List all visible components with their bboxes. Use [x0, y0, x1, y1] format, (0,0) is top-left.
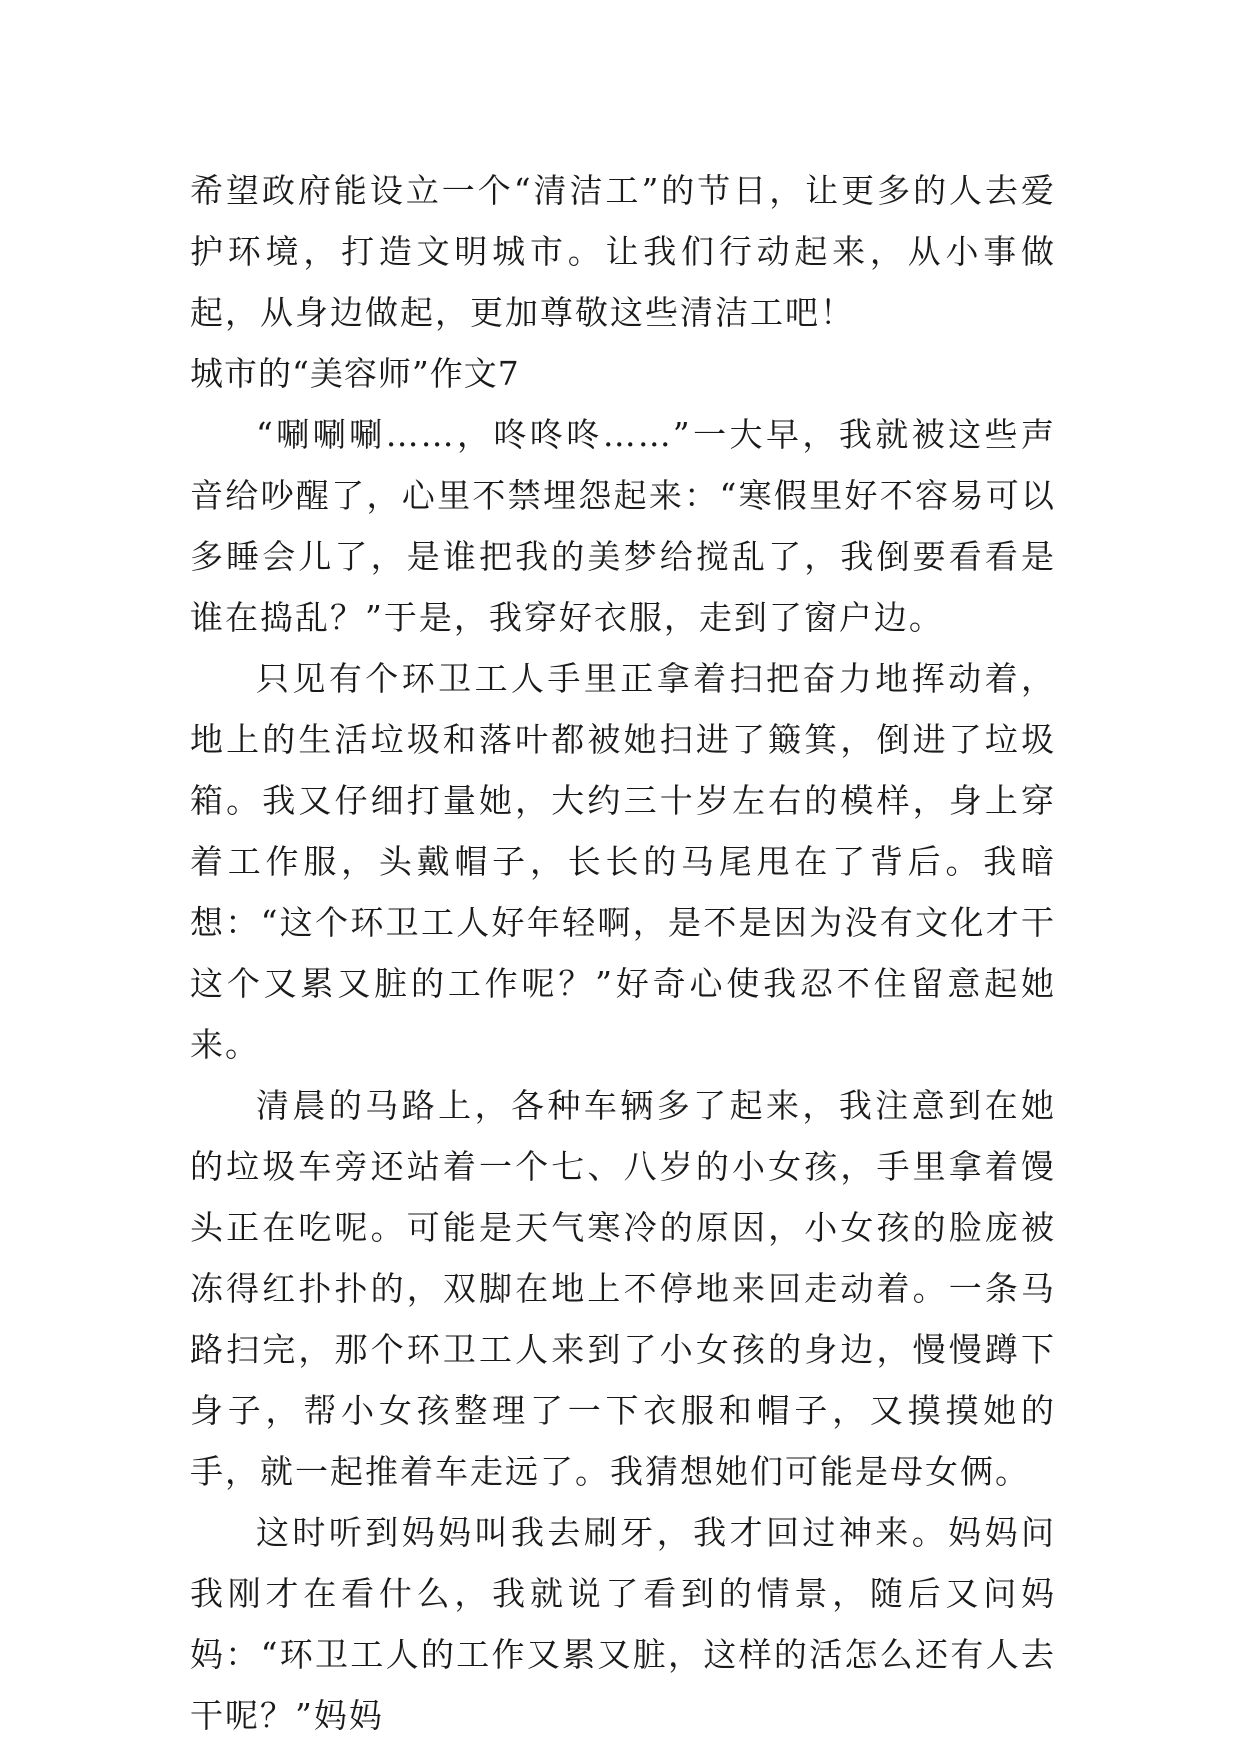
paragraph-4: 这时听到妈妈叫我去刷牙，我才回过神来。妈妈问我刚才在看什么，我就说了看到的情景，随后又问妈妈：“环卫工人的工作又累又脏，这样的活怎么还有人去干呢？”妈妈: [190, 1513, 1056, 1735]
paragraph-2: 只见有个环卫工人手里正拿着扫把奋力地挥动着，地上的生活垃圾和落叶都被她扫进了簸箕，倒进了垃圾箱。我又仔细打量她，大约三十岁左右的模样，身上穿着工作服，头戴帽子，长长的马尾甩在了背后。我暗想：“这个环卫工人好年轻啊，是不是因为没有文化才干这个又累又脏的工作呢？”好奇心使我忍不住留意起她来。: [190, 659, 1056, 1064]
paragraph-3: 清晨的马路上，各种车辆多了起来，我注意到在她的垃圾车旁还站着一个七、八岁的小女孩，手里拿着馒头正在吃呢。可能是天气寒冷的原因，小女孩的脸庞被冻得红扑扑的，双脚在地上不停地来回走动着。一条马路扫完，那个环卫工人来到了小女孩的身边，慢慢蹲下身子，帮小女孩整理了一下衣服和帽子，又摸摸她的手，就一起推着车走远了。我猜想她们可能是母女俩。: [190, 1086, 1056, 1491]
paragraph-1: “唰唰唰……，咚咚咚……”一大早，我就被这些声音给吵醒了，心里不禁埋怨起来：“寒假里好不容易可以多睡会儿了，是谁把我的美梦给搅乱了，我倒要看看是谁在捣乱？”于是，我穿好衣服，走到了窗户边。: [190, 415, 1056, 637]
essay-title: 城市的“美容师”作文7: [190, 354, 520, 393]
document-body: [190, 160, 1056, 1746]
paragraph-closing: 希望政府能设立一个“清洁工”的节日，让更多的人去爱护环境，打造文明城市。让我们行动起来，从小事做起，从身边做起，更加尊敬这些清洁工吧！: [190, 171, 1056, 332]
